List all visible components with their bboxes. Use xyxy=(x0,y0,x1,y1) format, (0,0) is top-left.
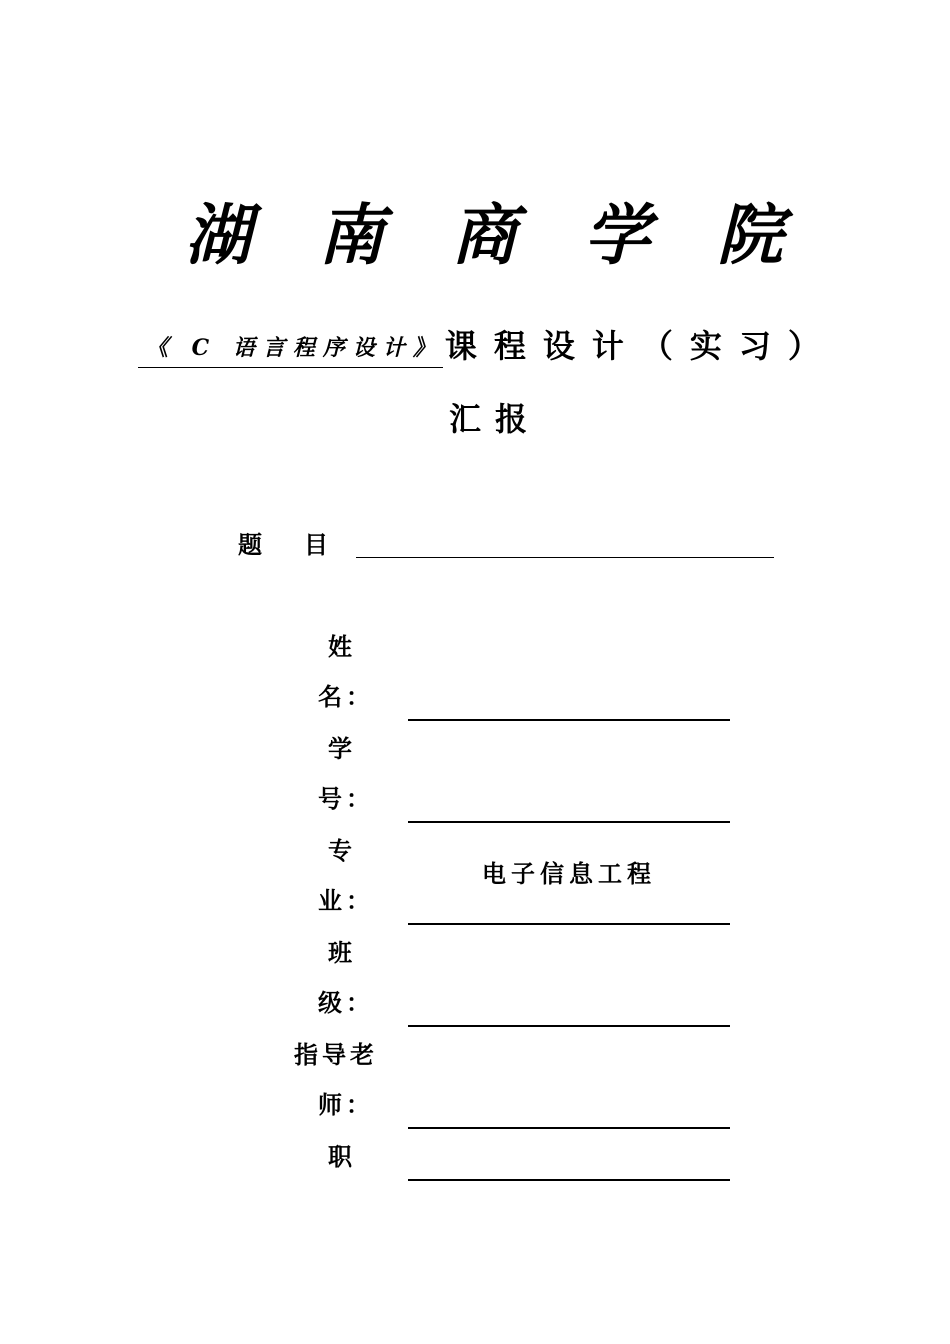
class-label-bottom: 级： xyxy=(318,989,374,1017)
student-id-label-bottom: 号： xyxy=(318,785,374,813)
advisor-underline xyxy=(408,1127,730,1129)
major-underline xyxy=(408,923,730,925)
name-label-top: 姓 xyxy=(328,633,356,661)
class-underline xyxy=(408,1025,730,1027)
school-title: 湖 南 商 学 院 xyxy=(185,196,805,274)
class-label-top: 班 xyxy=(328,939,356,967)
student-id-underline xyxy=(408,821,730,823)
major-label-top: 专 xyxy=(328,837,356,865)
report-label: 汇报 xyxy=(448,400,541,438)
advisor-label-top: 指导老 xyxy=(294,1041,378,1069)
course-name: 《 C 语言程序设计》 xyxy=(138,333,443,368)
advisor-label-bottom: 师： xyxy=(318,1091,374,1119)
major-label-bottom: 业： xyxy=(318,887,374,915)
name-underline xyxy=(408,719,730,721)
title-label: 职 xyxy=(328,1143,356,1171)
title-underline xyxy=(408,1179,730,1181)
student-id-label-top: 学 xyxy=(328,735,356,763)
name-label-bottom: 名： xyxy=(318,683,374,711)
topic-label: 题目 xyxy=(238,531,370,559)
course-suffix: 课程设计（实习） xyxy=(444,327,837,365)
course-line xyxy=(138,318,837,368)
topic-underline xyxy=(356,557,774,558)
major-value: 电子信息工程 xyxy=(482,860,656,888)
